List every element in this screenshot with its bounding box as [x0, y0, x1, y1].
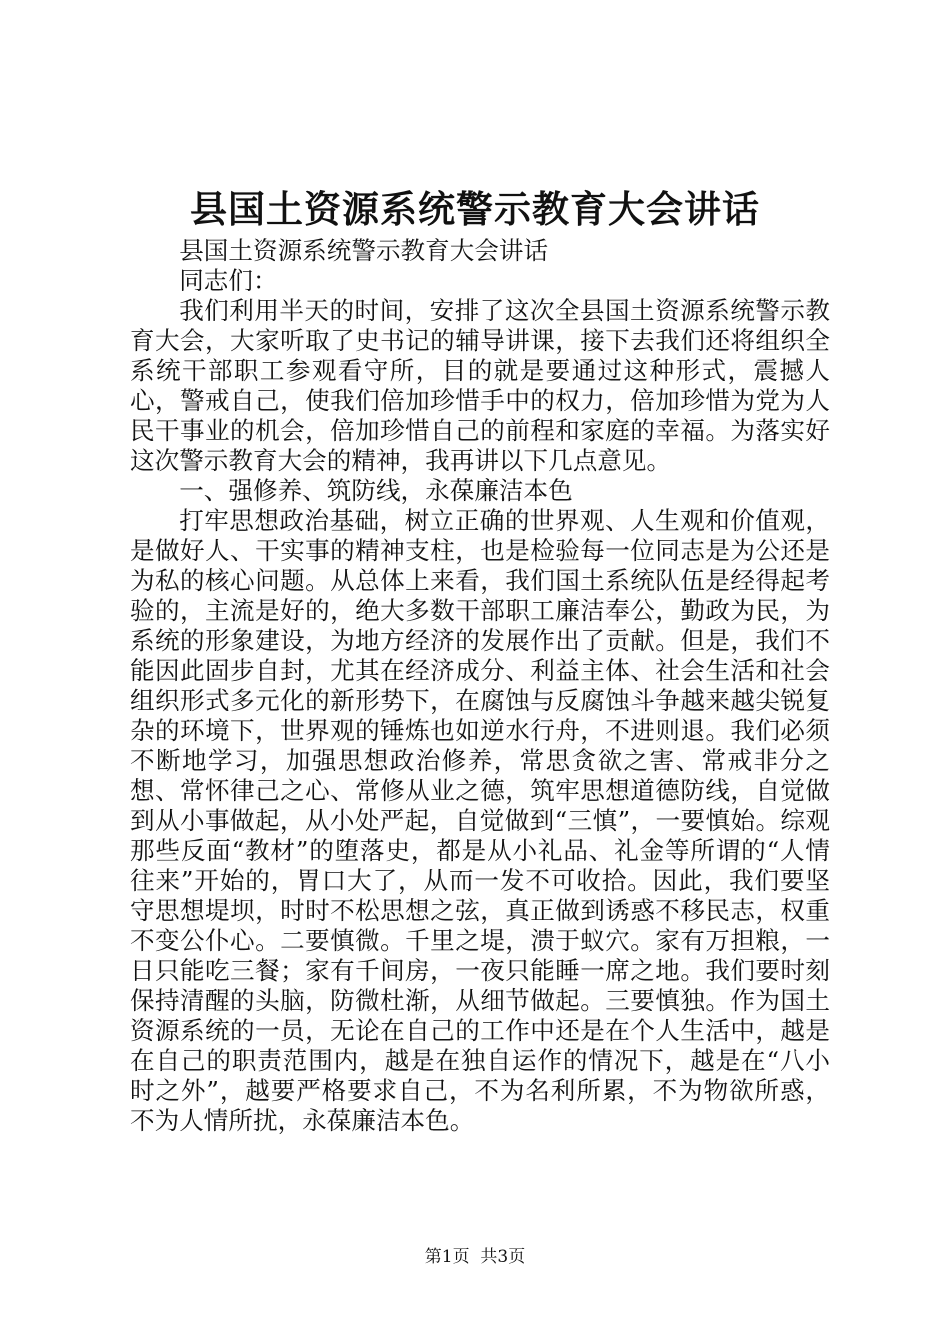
- subtitle-paragraph: 县国土资源系统警示教育大会讲话: [179, 236, 549, 265]
- salutation-paragraph: 同志们：: [179, 266, 278, 295]
- section-heading: 一、强修养、筑防线，永葆廉洁本色: [179, 476, 573, 505]
- section-body-paragraph: 打牢思想政治基础，树立正确的世界观、人生观和价值观，是做好人、干实事的精神支柱，也是检验每一位同志是为公还是为私的核心问题。从总体上来看，我们国土系统队伍是经得起考验的，主流是好的，绝大多数干部职工廉洁奉公，勤政为民，为系统的形象建设，为地方经济的发展作出了贡献。但是，我们不能因此固步自封，尤其在经济成分、利益主体、社会生活和社会组织形式多元化的新形势下，在腐蚀与反腐蚀斗争越来越尖锐复杂的环境下，世界观的锤炼也如逆水行舟，不进则退。我们必须不断地学习，加强思想政治修养，常思贪欲之害、常戒非分之想、常怀律己之心、常修从业之德，筑牢思想道德防线，自觉做到从小事做起，从小处严起，自觉做到“三慎”，一要慎始。综观那些反面“教材”的堕落史，都是从小礼品、礼金等所谓的“人情往来”开始的，胃口大了，从而一发不可收拾。因此，我们要坚守思想堤坝，时时不松思想之弦，真正做到诱惑不移民志，权重不变公仆心。二要慎微。千里之堤，溃于蚁穴。家有万担粮，一日只能吃三餐；家有千间房，一夜只能睡一席之地。我们要时刻保持清醒的头脑，防微杜渐，从细节做起。三要慎独。作为国土资源系统的一员，无论在自己的工作中还是在个人生活中，越是在自己的职责范围内，越是在独自运作的情况下，越是在“八小时之外”，越要严格要求自己，不为名利所累，不为物欲所惑，不为人情所扰，永葆廉洁本色。: [130, 506, 830, 1135]
- page-title: 县国土资源系统警示教育大会讲话: [190, 187, 760, 231]
- intro-paragraph: 我们利用半天的时间，安排了这次全县国土资源系统警示教育大会，大家听取了史书记的辅导讲课，接下去我们还将组织全系统干部职工参观看守所，目的就是要通过这种形式，震撼人心，警戒自己，使我们倍加珍惜手中的权力，倍加珍惜为党为人民干事业的机会，倍加珍惜自己的前程和家庭的幸福。为落实好这次警示教育大会的精神，我再讲以下几点意见。: [130, 296, 830, 475]
- page-number-footer: 第1页 共3页: [424, 1247, 526, 1267]
- document-body: [130, 236, 830, 1136]
